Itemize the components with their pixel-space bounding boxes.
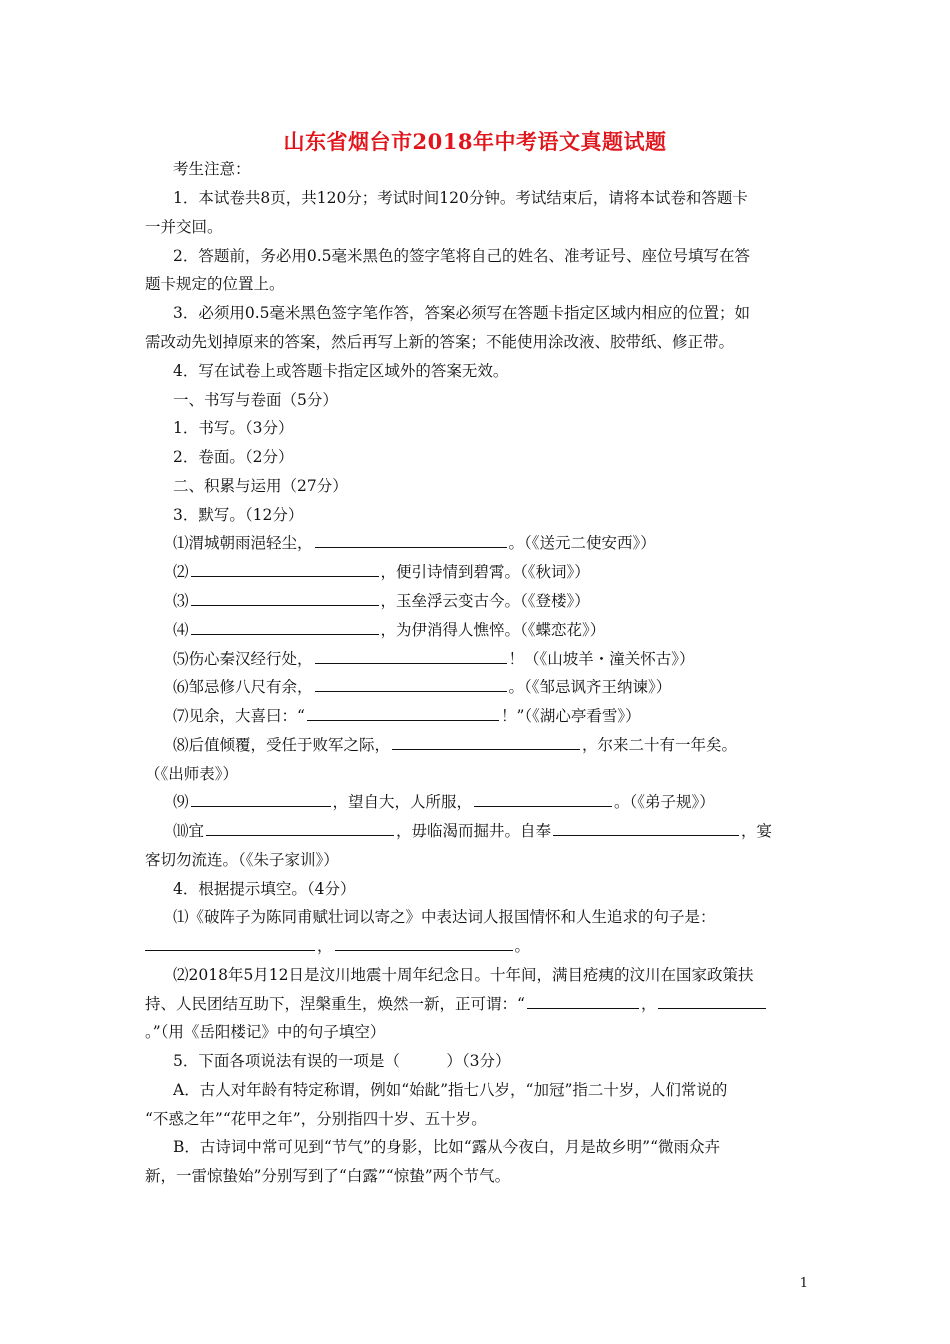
option-b-line-1: B．古诗词中常可见到“节气”的身影，比如“露从今夜白，月是故乡明”“微雨众卉 <box>173 1138 721 1156</box>
item-2-prefix: ⑵ <box>173 563 189 581</box>
question-2: 2．卷面。（2分） <box>173 448 294 466</box>
answer-blank[interactable] <box>206 821 394 836</box>
answer-blank[interactable] <box>553 821 739 836</box>
question-4-part-1-answers <box>145 936 530 956</box>
option-a-line-1: A．古人对年龄有特定称谓，例如“始龀”指七八岁，“加冠”指二十岁，人们常说的 <box>173 1081 728 1099</box>
recitation-item-6 <box>173 677 671 697</box>
answer-blank[interactable] <box>392 735 580 750</box>
answer-blank[interactable] <box>658 994 766 1009</box>
item-9-prefix: ⑼ <box>173 793 189 811</box>
section-2-heading: 二、积累与运用（27分） <box>173 477 348 495</box>
question-4-part-1: ⑴《破阵子为陈同甫赋壮词以寄之》中表达词人报国情怀和人生追求的句子是： <box>173 908 716 926</box>
question-4-part-2-line-2 <box>145 994 768 1014</box>
separator: ， <box>317 937 333 955</box>
item-6-prefix: ⑹邹忌修八尺有余， <box>173 678 313 696</box>
answer-blank[interactable] <box>335 936 513 951</box>
item-4-prefix: ⑷ <box>173 621 189 639</box>
section-1-heading: 一、书写与卷面（5分） <box>173 391 338 409</box>
recitation-item-5 <box>173 649 695 669</box>
item-3-prefix: ⑶ <box>173 592 189 610</box>
recitation-item-10-line-2: 客切勿流连。（《朱子家训》） <box>145 851 339 869</box>
question-3-stem: 3．默写。（12分） <box>173 506 304 524</box>
recitation-item-10 <box>173 821 772 841</box>
item-1-prefix: ⑴渭城朝雨浥轻尘， <box>173 534 313 552</box>
item-10-suffix: ，宴 <box>741 822 773 840</box>
question-5-stem: 5．下面各项说法有误的一项是（ ）（3分） <box>173 1052 511 1070</box>
item-8-suffix: ，尔来二十有一年矣。 <box>582 736 738 754</box>
item-2-suffix: ，便引诗情到碧霄。（《秋词》） <box>380 563 590 581</box>
item-1-suffix: 。（《送元二使安西》） <box>508 534 656 552</box>
question-1: 1．书写。（3分） <box>173 419 294 437</box>
recitation-item-1 <box>173 533 656 553</box>
answer-blank[interactable] <box>527 994 639 1009</box>
answer-blank[interactable] <box>474 792 612 807</box>
part-2-prefix: 持、人民团结互助下，涅槃重生，焕然一新，正可谓：“ <box>145 995 525 1013</box>
recitation-item-3 <box>173 591 590 611</box>
question-4-stem: 4．根据提示填空。（4分） <box>173 880 356 898</box>
end-mark: 。 <box>514 937 531 955</box>
notice-item-1-line-1: 1．本试卷共8页，共120分；考试时间120分钟。考试结束后，请将本试卷和答题卡 <box>173 189 748 207</box>
notice-item-4: 4．写在试卷上或答题卡指定区域外的答案无效。 <box>173 362 509 380</box>
answer-blank[interactable] <box>315 649 507 664</box>
separator: ， <box>640 995 657 1013</box>
question-4-part-2-line-1: ⑵2018年5月12日是汶川地震十周年纪念日。十年间，满目疮痍的汶川在国家政策扶 <box>173 966 754 984</box>
page-number: 1 <box>799 1276 808 1291</box>
item-6-suffix: 。（《邹忌讽齐王纳谏》） <box>508 678 672 696</box>
notice-item-2-line-1: 2．答题前，务必用0.5毫米黑色的签字笔将自己的姓名、准考证号、座位号填写在答 <box>173 247 751 265</box>
item-9-middle: ，望自大，人所服， <box>332 793 473 811</box>
item-10-prefix: ⑽宜 <box>173 822 205 840</box>
item-4-suffix: ，为伊消得人憔悴。（《蝶恋花》） <box>380 621 606 639</box>
answer-blank[interactable] <box>307 706 499 721</box>
item-10-middle: ，毋临渴而掘井。自奉 <box>396 822 552 840</box>
item-8-prefix: ⑻后值倾覆，受任于败军之际， <box>173 736 391 754</box>
recitation-item-2 <box>173 562 590 582</box>
recitation-item-7 <box>173 706 641 726</box>
notice-heading: 考生注意： <box>173 160 251 178</box>
answer-blank[interactable] <box>191 591 379 606</box>
option-a-line-2: “不惑之年”“花甲之年”，分别指四十岁、五十岁。 <box>145 1110 487 1128</box>
notice-item-3-line-1: 3．必须用0.5毫米黑色签字笔作答，答案必须写在答题卡指定区域内相应的位置；如 <box>173 304 751 322</box>
item-5-suffix: ！（《山坡羊・潼关怀古》） <box>508 650 695 668</box>
recitation-item-4 <box>173 620 605 640</box>
answer-blank[interactable] <box>191 792 331 807</box>
notice-item-1-line-2: 一并交回。 <box>145 218 223 236</box>
option-b-line-2: 新，一雷惊蛰始”分别写到了“白露”“惊蛰”两个节气。 <box>145 1167 511 1185</box>
item-9-suffix: 。（《弟子规》） <box>614 793 715 811</box>
answer-blank[interactable] <box>315 677 507 692</box>
answer-blank[interactable] <box>315 533 507 548</box>
answer-blank[interactable] <box>191 562 379 577</box>
recitation-item-8-source: （《出师表》） <box>145 765 239 783</box>
notice-item-3-line-2: 需改动先划掉原来的答案，然后再写上新的答案；不能使用涂改液、胶带纸、修正带。 <box>145 333 735 351</box>
notice-item-2-line-2: 题卡规定的位置上。 <box>145 275 285 293</box>
recitation-item-8 <box>173 735 737 755</box>
item-3-suffix: ，玉垒浮云变古今。（《登楼》） <box>380 592 590 610</box>
item-5-prefix: ⑸伤心秦汉经行处， <box>173 650 313 668</box>
item-7-prefix: ⑺见余，大喜曰：“ <box>173 707 305 725</box>
page-title: 山东省烟台市2018年中考语文真题试题 <box>283 129 667 154</box>
answer-blank[interactable] <box>145 936 315 951</box>
question-4-part-2-line-3: 。”（用《岳阳楼记》中的句子填空） <box>145 1023 386 1041</box>
item-7-suffix: ！”（《湖心亭看雪》） <box>500 707 641 725</box>
answer-blank[interactable] <box>191 620 379 635</box>
recitation-item-9 <box>173 792 715 812</box>
